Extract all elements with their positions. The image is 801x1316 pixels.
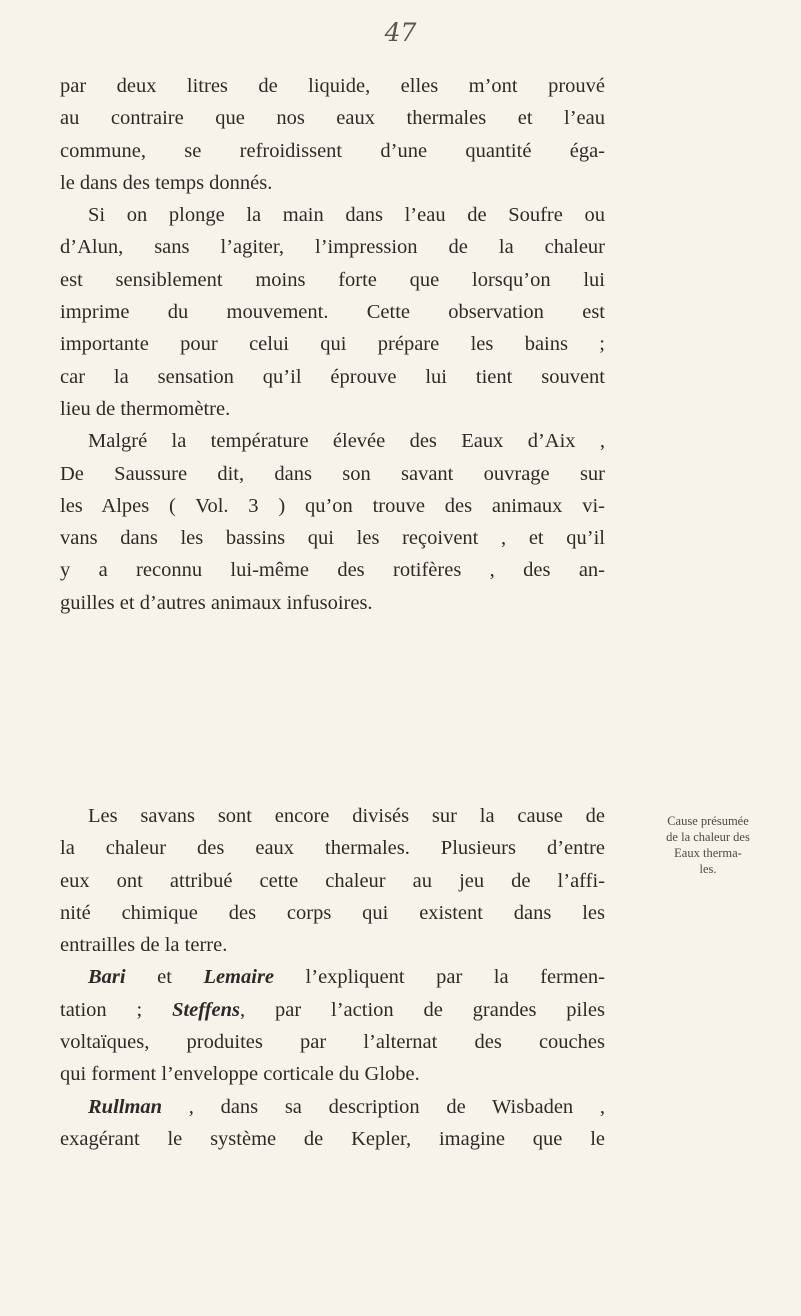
- margin-note: [638, 813, 778, 877]
- text-fragment: et: [125, 966, 204, 989]
- margin-note-line: de la chaleur des: [666, 830, 750, 844]
- text-fragment: l’expliquent par la fermen-: [274, 966, 605, 989]
- text-line: le dans des temps donnés.: [60, 171, 273, 194]
- paragraph-aix-animals: [60, 425, 605, 619]
- text-line: importante pour celui qui prépare les bains ;: [60, 333, 605, 356]
- text-line: nité chimique des corps qui existent dans les: [60, 901, 605, 924]
- text-line: les Alpes ( Vol. 3 ) qu’on trouve des animaux vi-: [60, 494, 605, 517]
- margin-note-line: Cause présumée: [667, 814, 749, 828]
- author-name: Lemaire: [203, 966, 275, 989]
- text-fragment: , dans sa description de Wisbaden ,: [162, 1095, 605, 1118]
- text-line: guilles et d’autres animaux infusoires.: [60, 591, 373, 614]
- text-block-bottom: [60, 800, 605, 1155]
- margin-note-line: Eaux therma-: [674, 846, 742, 860]
- text-line: y a reconnu lui-même des rotifères , des an-: [60, 559, 605, 582]
- paragraph-continuation: [60, 70, 605, 199]
- text-line: [60, 994, 605, 1026]
- text-line: imprime du mouvement. Cette observation est: [60, 301, 605, 324]
- text-line: entrailles de la terre.: [60, 934, 228, 957]
- paragraph-kepler: [60, 1091, 605, 1156]
- text-line: au contraire que nos eaux thermales et l’eau: [60, 107, 605, 130]
- text-line: voltaïques, produites par l’alternat des couches: [60, 1031, 605, 1054]
- text-line: la chaleur des eaux thermales. Plusieurs d’entre: [60, 837, 605, 860]
- author-name: Rullman: [88, 1095, 163, 1118]
- text-fragment: tation ;: [60, 998, 173, 1021]
- text-fragment: , par l’action de grandes piles: [240, 998, 605, 1021]
- text-block-top: [60, 70, 605, 619]
- text-line: exagérant le système de Kepler, imagine que le: [60, 1127, 605, 1150]
- text-line: eux ont attribué cette chaleur au jeu de l’affi-: [60, 869, 605, 892]
- author-name: Steffens: [172, 998, 241, 1021]
- text-line: [60, 1091, 605, 1123]
- text-line: De Saussure dit, dans son savant ouvrage sur: [60, 462, 605, 485]
- paragraph-cause-of-heat: [60, 800, 605, 961]
- paragraph-fermentation: [60, 961, 605, 1090]
- text-line: qui forment l’enveloppe corticale du Globe.: [60, 1063, 420, 1086]
- text-line: commune, se refroidissent d’une quantité éga-: [60, 139, 605, 162]
- paragraph-bath-sensation: [60, 199, 605, 425]
- author-name: Bari: [88, 966, 126, 989]
- margin-note-line: les.: [699, 862, 717, 876]
- text-line: Les savans sont encore divisés sur la cause de: [88, 805, 605, 827]
- text-line: Si on plonge la main dans l’eau de Soufre ou: [88, 204, 605, 227]
- text-line: [60, 961, 605, 993]
- text-line: lieu de thermomètre.: [60, 397, 231, 420]
- text-line: par deux litres de liquide, elles m’ont prouvé: [60, 75, 605, 97]
- page-number: 47: [384, 18, 417, 47]
- text-line: Malgré la température élevée des Eaux d’Aix ,: [88, 430, 605, 453]
- text-line: car la sensation qu’il éprouve lui tient souvent: [60, 365, 605, 388]
- text-line: d’Alun, sans l’agiter, l’impression de la chaleur: [60, 236, 605, 259]
- text-line: vans dans les bassins qui les reçoivent , et qu’il: [60, 527, 605, 550]
- text-line: est sensiblement moins forte que lorsqu’on lui: [60, 268, 605, 291]
